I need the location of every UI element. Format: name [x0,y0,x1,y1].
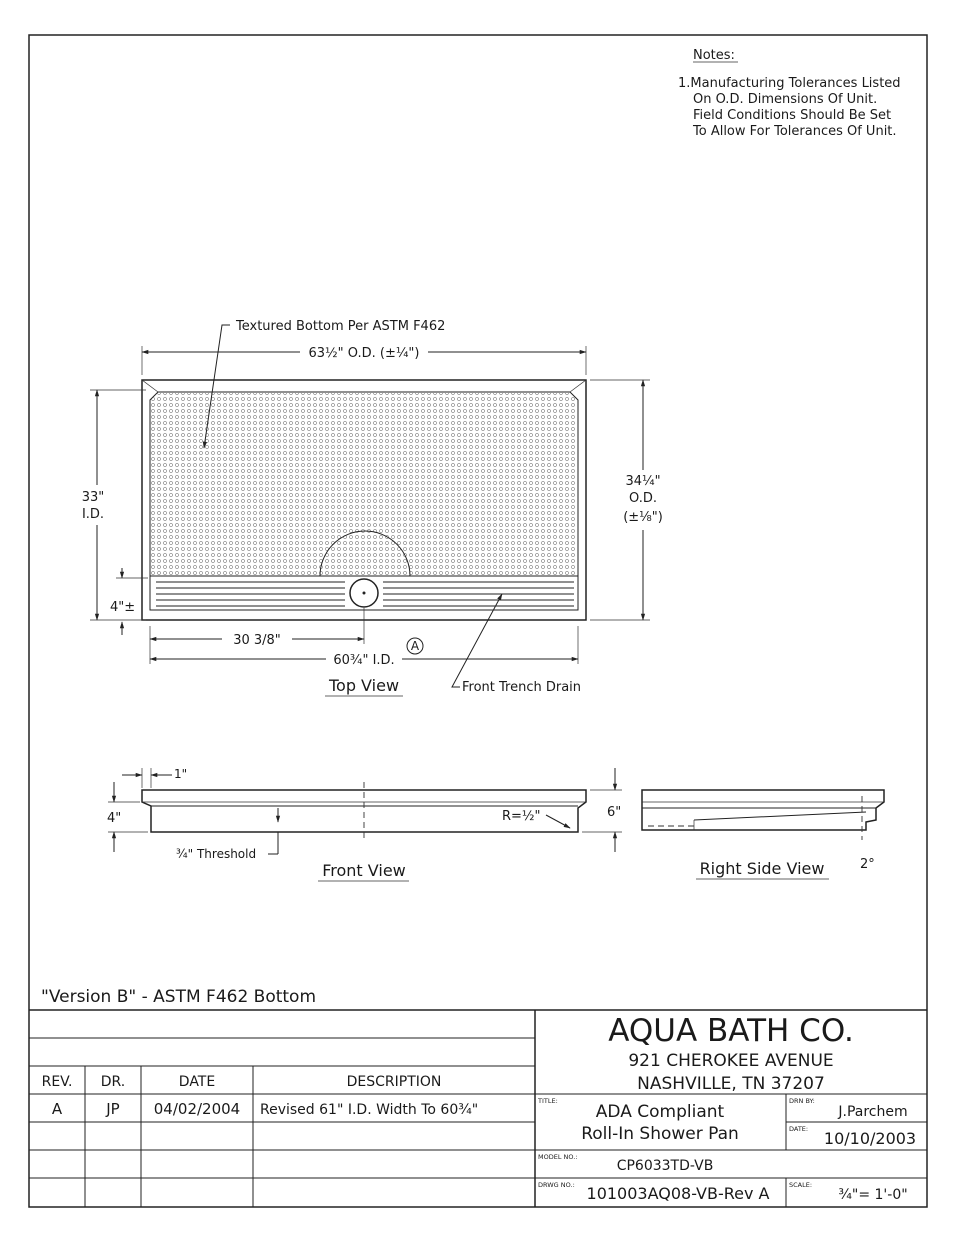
side-view-title: Right Side View [699,859,825,878]
notes-heading: Notes: [693,48,735,63]
radius-dimension: R=½" [502,809,541,824]
scale-label: SCALE: [789,1181,813,1189]
date-cell: 04/02/2004 [153,1100,241,1118]
notes-line: On O.D. Dimensions Of Unit. [693,92,878,107]
edge-dimension: 1" [174,767,188,781]
right-side-view [642,790,884,879]
drawing-no-value: 101003AQ08-VB-Rev A [586,1184,770,1203]
drain-offset-dimension: 4"± [110,600,136,615]
drain-center-dimension: 30 3/8" [233,633,281,648]
notes-line: To Allow For Tolerances Of Unit. [693,124,897,139]
description-cell: Revised 61" I.D. Width To 60¾" [260,1102,479,1118]
model-no-label: MODEL NO.: [538,1153,578,1161]
side-profile [642,790,884,830]
top-view [82,319,663,696]
front-view-title: Front View [322,861,406,880]
od-height-tolerance: (±⅛") [623,510,663,525]
drawn-by-value: J.Parchem [838,1104,908,1120]
version-label: "Version B" - ASTM F462 Bottom [41,987,317,1007]
rev-cell: A [51,1100,63,1118]
company-name: AQUA BATH CO. [608,1013,854,1049]
drawing-no-label: DRWG NO.: [538,1181,575,1189]
notes-line: Field Conditions Should Be Set [693,108,892,123]
od-width-dimension: 63½" O.D. (±¼") [308,346,420,361]
title-block [535,1013,927,1207]
scale-value: ¾"= 1'-0" [838,1187,908,1203]
notes-block [678,48,901,139]
dr-cell: JP [106,1100,120,1118]
trench-drain-label: Front Trench Drain [462,680,582,695]
date-field-value: 10/10/2003 [823,1129,917,1148]
drawn-by-label: DRN BY: [789,1097,815,1105]
drawing-title-line1: ADA Compliant [595,1102,725,1122]
date-header: DATE [178,1074,216,1090]
id-width-dimension: 60¾" I.D. [333,653,395,668]
od-height-value: 34¼" [625,474,661,489]
slope-dimension: 2° [860,857,875,872]
date-field-label: DATE: [789,1125,809,1133]
dr-header: DR. [100,1074,126,1090]
threshold-dimension: ¾" Threshold [176,847,257,861]
id-height-value: 33" [81,490,105,505]
id-height-unit: I.D. [81,507,105,522]
company-address-city: NASHVILLE, TN 37207 [637,1074,825,1094]
model-no-value: CP6033TD-VB [616,1158,714,1174]
front-height-dimension: 4" [107,811,122,826]
notes-line: 1.Manufacturing Tolerances Listed [678,76,901,91]
company-address-street: 921 CHEROKEE AVENUE [628,1051,834,1071]
total-height-dimension: 6" [607,805,622,820]
description-header: DESCRIPTION [346,1074,442,1090]
rev-header: REV. [41,1074,73,1090]
od-height-unit: O.D. [629,491,657,506]
drawing-title-line2: Roll-In Shower Pan [581,1124,739,1144]
textured-bottom-label: Textured Bottom Per ASTM F462 [236,319,446,334]
front-view [107,767,622,881]
top-view-title: Top View [328,676,400,695]
textured-bottom [151,393,577,575]
title-field-label: TITLE: [538,1097,558,1105]
revision-marker-letter: A [410,639,420,653]
